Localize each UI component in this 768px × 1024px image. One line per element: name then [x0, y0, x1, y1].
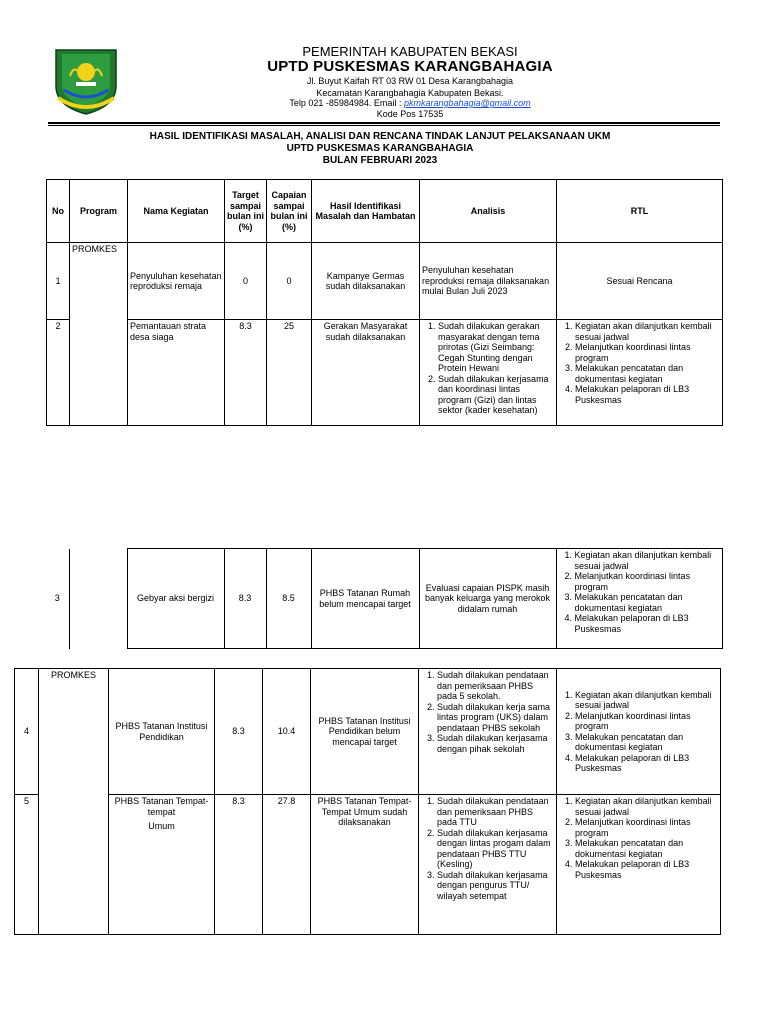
list-item: 3. Sudah dilakukan kerjasama dengan pengurus TTU/ wilayah setempat	[437, 870, 554, 902]
row-2-kegiatan: Pemantauan strata desa siaga	[128, 320, 225, 426]
table-row	[47, 320, 723, 426]
row-1-program: PROMKES	[70, 243, 128, 426]
report-period: BULAN FEBRUARI 2023	[322, 155, 438, 166]
header-rule-thick	[48, 122, 720, 124]
row-4-hasil: PHBS Tatanan Institusi Pendidikan belum mencapai target	[311, 669, 419, 795]
row-2-target: 8.3	[225, 320, 267, 426]
list-item: 2. Sudah dilakukan kerja sama lintas program (UKS) dalam pendataan PHBS sekolah	[437, 702, 554, 734]
list-item: 4. Melakukan pelaporan di LB3 Puskesmas	[575, 859, 718, 880]
row-5-kegiatan-line-2: Umum	[148, 821, 175, 831]
table-header-row	[47, 180, 723, 243]
list-item: 3. Melakukan pencatatan dan dokumentasi kegiatan	[575, 363, 720, 384]
row-5-analisis	[419, 795, 557, 935]
row-3-kegiatan: Gebyar aksi bergizi	[127, 549, 224, 649]
list-item: 3. Melakukan pencatatan dan dokumentasi kegiatan	[575, 732, 718, 753]
row-1-target: 0	[225, 243, 267, 320]
header-address-2: Kecamatan Karangbahagia Kabupaten Bekasi.	[316, 88, 504, 98]
row-1-capaian: 0	[267, 243, 312, 320]
report-table-1	[46, 179, 723, 426]
report-table-2	[46, 548, 723, 649]
list-item: 3. Melakukan pencatatan dan dokumentasi kegiatan	[575, 838, 718, 859]
list-item: 1. Kegiatan akan dilanjutkan kembali sesuai jadwal	[575, 796, 718, 817]
row-4-program: PROMKES	[39, 669, 109, 935]
list-item: 2. Melanjutkan koordinasi lintas program	[575, 571, 720, 592]
col-header-program: Program	[70, 180, 128, 243]
header-rule-thin	[48, 125, 720, 126]
row-5-kegiatan-line-1: PHBS Tatanan Tempat-tempat	[114, 796, 209, 817]
kabupaten-bekasi-logo	[50, 46, 122, 116]
report-subtitle: UPTD PUSKESMAS KARANGBAHAGIA	[286, 143, 474, 154]
header-phone: Telp 021 -85984984. Email :	[289, 98, 402, 108]
row-5-hasil: PHBS Tatanan Tempat-Tempat Umum sudah dilaksanakan	[311, 795, 419, 935]
row-4-analisis	[419, 669, 557, 795]
row-4-target: 8.3	[215, 669, 263, 795]
row-1-kegiatan: Penyuluhan kesehatan reproduksi remaja	[128, 243, 225, 320]
row-5-kegiatan	[109, 795, 215, 935]
list-item: 2. Sudah dilakukan kerjasama dengan lintas progam dalam pendataan PHBS TTU (Kesling)	[437, 828, 554, 870]
row-1-analisis: Penyuluhan kesehatan reproduksi remaja dilaksanakan mulai Bulan Juli 2023	[420, 243, 557, 320]
col-header-capaian: Capaian sampai bulan ini (%)	[267, 180, 312, 243]
header-address-1: Jl. Buyut Kaifah RT 03 RW 01 Desa Karangbahagia	[306, 76, 514, 86]
row-2-analisis	[420, 320, 557, 426]
header-government: PEMERINTAH KABUPATEN BEKASI	[302, 44, 518, 59]
list-item: 1. Kegiatan akan dilanjutkan kembali sesuai jadwal	[575, 550, 720, 571]
row-3-no: 3	[46, 549, 69, 649]
list-item: 1. Kegiatan akan dilanjutkan kembali sesuai jadwal	[575, 321, 720, 342]
header-postcode: Kode Pos 17535	[376, 109, 444, 119]
row-3-target: 8.3	[224, 549, 266, 649]
row-3-capaian: 8.5	[266, 549, 311, 649]
row-4-kegiatan: PHBS Tatanan Institusi Pendidikan	[109, 669, 215, 795]
list-item: 2. Melanjutkan koordinasi lintas program	[575, 342, 720, 363]
list-item: 2. Melanjutkan koordinasi lintas program	[575, 817, 718, 838]
list-item: 1. Sudah dilakukan pendataan dan pemeriksaan PHBS pada 5 sekolah.	[437, 670, 554, 702]
row-5-no: 5	[15, 795, 39, 935]
list-item: 1. Sudah dilakukan gerakan masyarakat dengan tema prirotas (Gizi Seimbang: Cegah Stunting dengan Protein Hewani	[438, 321, 554, 374]
row-4-rtl	[557, 669, 721, 795]
row-2-rtl	[557, 320, 723, 426]
list-item: 4. Melakukan pelaporan di LB3 Puskesmas	[575, 753, 718, 774]
table-row	[47, 243, 723, 320]
row-3-rtl	[556, 549, 722, 649]
col-header-target: Target sampai bulan ini (%)	[225, 180, 267, 243]
row-2-hasil: Gerakan Masyarakat sudah dilaksanakan	[312, 320, 420, 426]
col-header-analisis: Analisis	[420, 180, 557, 243]
list-item: 1. Kegiatan akan dilanjutkan kembali sesuai jadwal	[575, 690, 718, 711]
col-header-hasil: Hasil Identifikasi Masalah dan Hambatan	[312, 180, 420, 243]
row-1-hasil: Kampanye Germas sudah dilaksanakan	[312, 243, 420, 320]
row-1-rtl: Sesuai Rencana	[557, 243, 723, 320]
row-4-capaian: 10.4	[263, 669, 311, 795]
list-item: 3. Sudah dilakukan kerjasama dengan pihak sekolah	[437, 733, 554, 754]
row-1-no: 1	[47, 243, 70, 320]
report-title: HASIL IDENTIFIKASI MASALAH, ANALISI DAN RENCANA TINDAK LANJUT PELAKSANAAN UKM	[149, 131, 611, 142]
table-row	[15, 669, 721, 795]
list-item: 4. Melakukan pelaporan di LB3 Puskesmas	[575, 613, 720, 634]
table-row	[46, 549, 722, 649]
row-3-program	[69, 549, 127, 649]
header-institution: UPTD PUSKESMAS KARANGBAHAGIA	[267, 58, 553, 75]
row-5-target: 8.3	[215, 795, 263, 935]
row-2-no: 2	[47, 320, 70, 426]
list-item: 4. Melakukan pelaporan di LB3 Puskesmas	[575, 384, 720, 405]
report-table-3	[14, 668, 721, 935]
list-item: 2. Sudah dilakukan kerjasama dan koordinasi lintas program (Gizi) dan lintas sektor (kader kesehatan)	[438, 374, 554, 416]
col-header-kegiatan: Nama Kegiatan	[128, 180, 225, 243]
list-item: 2. Melanjutkan koordinasi lintas program	[575, 711, 718, 732]
row-3-hasil: PHBS Tatanan Rumah belum mencapai target	[311, 549, 419, 649]
table-row	[15, 795, 721, 935]
row-5-rtl	[557, 795, 721, 935]
row-2-capaian: 25	[267, 320, 312, 426]
row-4-no: 4	[15, 669, 39, 795]
header-email-link[interactable]: pkmkarangbahagia@gmail.com	[403, 98, 531, 108]
col-header-rtl: RTL	[557, 180, 723, 243]
col-header-no: No	[47, 180, 70, 243]
list-item: 3. Melakukan pencatatan dan dokumentasi kegiatan	[575, 592, 720, 613]
list-item: 1. Sudah dilakukan pendataan dan pemeriksaan PHBS pada TTU	[437, 796, 554, 828]
row-3-analisis: Evaluasi capaian PISPK masih banyak keluarga yang merokok didalam rumah	[419, 549, 556, 649]
row-5-capaian: 27.8	[263, 795, 311, 935]
